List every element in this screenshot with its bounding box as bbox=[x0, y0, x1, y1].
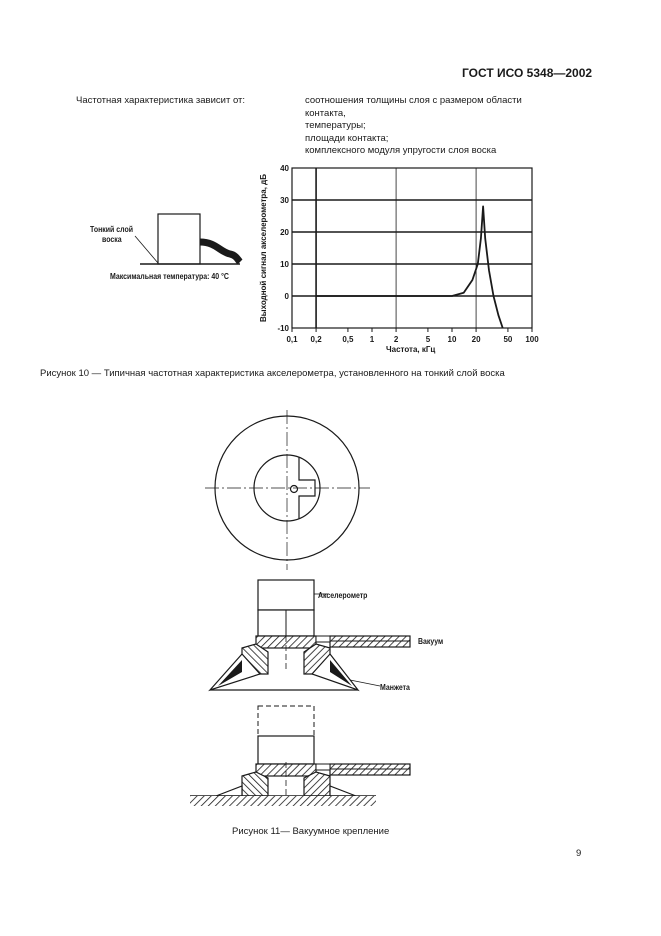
chart-series-line bbox=[316, 206, 503, 328]
vacuum-mount-top-view bbox=[200, 410, 380, 580]
frequency-response-chart bbox=[270, 160, 550, 360]
chart-y-tick-label: 40 bbox=[280, 164, 289, 173]
chart-y-tick-label: 20 bbox=[280, 228, 289, 237]
intro-left-text: Частотная характеристика зависит от: bbox=[76, 95, 246, 106]
chart-x-tick-label: 5 bbox=[425, 335, 431, 344]
intro-factor-item: соотношения толщины слоя с размером области bbox=[305, 95, 522, 106]
chart-x-axis-label: Частота, кГц bbox=[386, 345, 436, 354]
vacuum-mount-section-views bbox=[180, 572, 440, 822]
chart-x-tick-label: 0,2 bbox=[310, 335, 322, 344]
figure-11-caption: Рисунок 11— Вакуумное крепление bbox=[232, 826, 390, 837]
chart-x-tick-label: 0,1 bbox=[286, 335, 298, 344]
intro-factor-list bbox=[305, 95, 522, 158]
section-mounted-state bbox=[190, 706, 410, 806]
figure-10-caption: Рисунок 10 — Типичная частотная характеристика акселерометра, установленного на тонкий слой воска bbox=[40, 368, 505, 379]
chart-x-tick-label: 20 bbox=[471, 335, 481, 344]
accelerometer-label: Акселерометр bbox=[318, 590, 368, 600]
intro-factor-item: площади контакта; bbox=[305, 132, 389, 144]
chart-y-axis-label: Выходной сигнал акселерометра, дБ bbox=[259, 174, 268, 322]
chart-y-tick-label: 30 bbox=[280, 196, 289, 205]
wax-leader-line bbox=[135, 236, 158, 263]
intro-factor-item: температуры; bbox=[305, 120, 366, 131]
chart-x-tick-label: 0,5 bbox=[342, 335, 354, 344]
cuff-label: Манжета bbox=[380, 682, 410, 692]
chart-y-tick-label: 0 bbox=[284, 292, 289, 301]
intro-factor-item: контакта, bbox=[305, 107, 346, 119]
chart-x-tick-label: 100 bbox=[525, 335, 539, 344]
cable-sketch bbox=[200, 242, 240, 262]
chart-x-tick-label: 2 bbox=[393, 335, 399, 344]
wax-label-line1: Тонкий слой bbox=[90, 224, 134, 234]
page-number: 9 bbox=[576, 848, 582, 859]
chart-y-tick-label: -10 bbox=[277, 324, 289, 333]
vacuum-port-hole bbox=[291, 486, 298, 493]
document-id: ГОСТ ИСО 5348—2002 bbox=[462, 66, 593, 80]
wax-label-line2: воска bbox=[102, 234, 122, 244]
section-free-state bbox=[210, 580, 410, 690]
chart-x-tick-label: 10 bbox=[447, 335, 457, 344]
max-temperature-label: Максимальная температура: 40 °C bbox=[110, 271, 229, 281]
accelerometer-body-sketch bbox=[158, 214, 200, 264]
vacuum-label: Вакуум bbox=[418, 636, 444, 646]
chart-y-tick-label: 10 bbox=[280, 260, 289, 269]
intro-factor-item: комплексного модуля упругости слоя воска bbox=[305, 145, 497, 156]
chart-x-tick-label: 1 bbox=[369, 335, 375, 344]
chart-x-tick-label: 50 bbox=[503, 335, 513, 344]
